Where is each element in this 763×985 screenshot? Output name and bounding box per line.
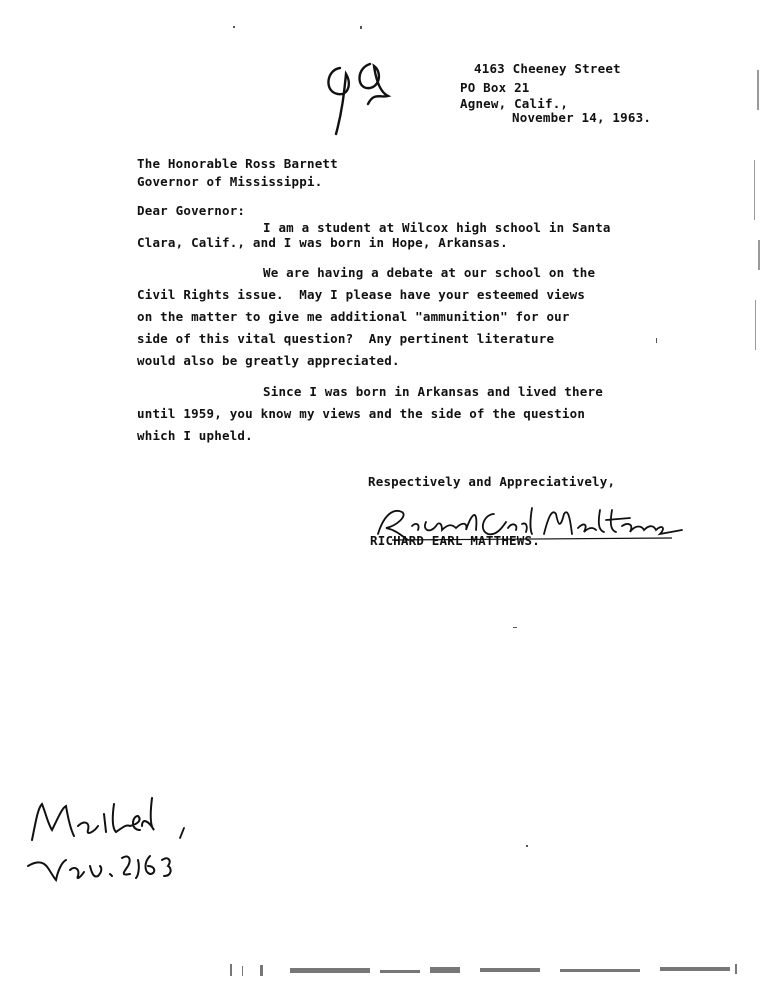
scan-speck bbox=[233, 26, 235, 28]
paragraph-2-line-2: Civil Rights issue. May I please have your esteemed views bbox=[137, 287, 586, 302]
scan-speck bbox=[526, 845, 528, 847]
scan-bottom-noise bbox=[230, 958, 760, 980]
paragraph-2-line-5: would also be greatly appreciated. bbox=[137, 353, 400, 368]
return-city: Agnew, Calif., bbox=[460, 96, 569, 111]
recipient-name: The Honorable Ross Barnett bbox=[137, 156, 338, 171]
scan-speck bbox=[513, 627, 517, 628]
paragraph-1-line-2: Clara, Calif., and I was born in Hope, Arkansas. bbox=[137, 235, 508, 250]
return-street: 4163 Cheeney Street bbox=[474, 61, 621, 76]
recipient-title: Governor of Mississippi. bbox=[137, 174, 323, 189]
paragraph-2-line-4: side of this vital question? Any pertinent literature bbox=[137, 331, 555, 346]
handwritten-mailed-annotation bbox=[18, 790, 238, 900]
paragraph-3-line-3: which I upheld. bbox=[137, 428, 253, 443]
paragraph-3-line-2: until 1959, you know my views and the side of the question bbox=[137, 406, 586, 421]
letter-date: November 14, 1963. bbox=[512, 110, 652, 125]
signer-typed-name: RICHARD EARL MATTHEWS. bbox=[370, 533, 540, 548]
paragraph-2-line-3: on the matter to give me additional "ammunition" for our bbox=[137, 309, 570, 324]
return-po-box: PO Box 21 bbox=[460, 80, 530, 95]
paragraph-2-line-1: We are having a debate at our school on the bbox=[263, 265, 596, 280]
paragraph-1-line-1: I am a student at Wilcox high school in Santa bbox=[263, 220, 611, 235]
scan-speck bbox=[360, 26, 362, 29]
paragraph-3-line-1: Since I was born in Arkansas and lived there bbox=[263, 384, 603, 399]
closing: Respectively and Appreciatively, bbox=[368, 474, 616, 489]
handwritten-file-mark bbox=[318, 58, 398, 138]
salutation: Dear Governor: bbox=[137, 203, 246, 218]
scan-edge-noise bbox=[749, 0, 763, 985]
scan-speck bbox=[656, 338, 657, 343]
